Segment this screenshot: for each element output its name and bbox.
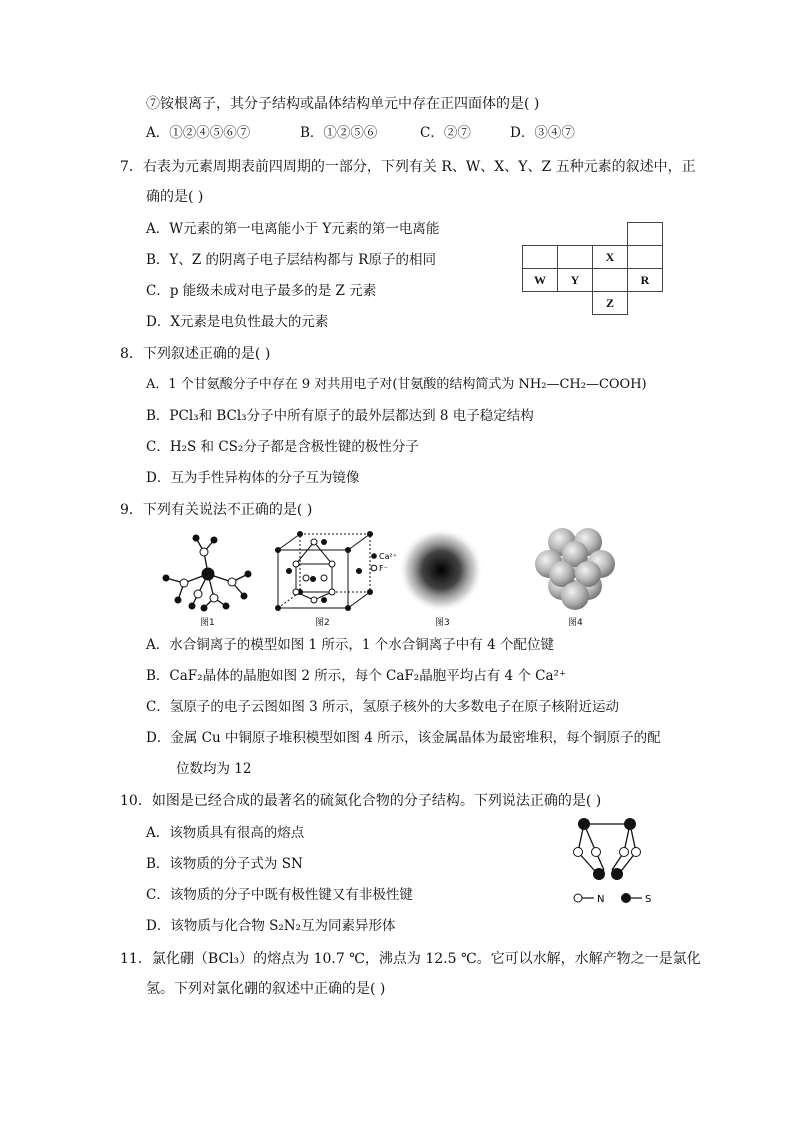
figure-1-hydrated-copper-ion: [158, 528, 258, 628]
q7-option-b: B．Y、Z 的阴离子电子层结构都与 R原子的相同: [146, 252, 436, 268]
q6-option-d: D．③④⑦: [510, 125, 575, 141]
cell-x: X: [593, 246, 628, 269]
q8-stem: 8．下列叙述正确的是( ): [120, 346, 271, 362]
q7-option-d: D．X元素是电负性最大的元素: [146, 314, 329, 330]
figure-2-caf2-cell: [272, 528, 402, 618]
q8-option-a: A．1 个甘氨酸分子中存在 9 对共用电子对(甘氨酸的结构简式为 NH₂—CH₂—COOH): [146, 377, 647, 392]
cell-z: Z: [593, 292, 628, 315]
q7-stem-cont: 确的是( ): [146, 189, 204, 205]
cell-y: Y: [558, 269, 593, 292]
figure-4-label: 图4: [568, 618, 583, 628]
q7-option-a: A．W元素的第一电离能小于 Y元素的第一电离能: [146, 221, 440, 237]
legend-n-label: N: [597, 894, 605, 905]
q10-option-a: A．该物质具有很高的熔点: [146, 825, 305, 841]
legend-ca-label: Ca²⁺: [379, 552, 397, 561]
figure-3-electron-cloud: [398, 528, 484, 614]
q9-stem: 9．下列有关说法不正确的是( ): [120, 502, 313, 518]
figure-s4n4-structure: [568, 814, 678, 910]
q10-option-b: B．该物质的分子式为 SN: [146, 856, 303, 872]
q6-option-a: A．①②④⑤⑥⑦: [146, 125, 251, 141]
q9-option-d-cont: 位数均为 12: [176, 761, 252, 777]
figure-3-label: 图3: [435, 618, 450, 628]
q8-option-b: B．PCl₃和 BCl₃分子中所有原子的最外层都达到 8 电子稳定结构: [146, 408, 534, 424]
q10-stem: 10．如图是已经合成的最著名的硫氮化合物的分子结构。下列说法正确的是( ): [120, 793, 602, 809]
q10-option-d: D．该物质与化合物 S₂N₂互为同素异形体: [146, 918, 396, 934]
figure-2-label: 图2: [315, 618, 330, 628]
cell-w: W: [523, 269, 558, 292]
q6-option-c: C．②⑦: [420, 125, 471, 141]
periodic-table-fragment: [522, 222, 663, 315]
cell-r: R: [628, 269, 663, 292]
q9-option-d: D．金属 Cu 中铜原子堆积模型如图 4 所示，该金属晶体为最密堆积，每个铜原子的配: [146, 730, 661, 746]
q6-continuation: ⑦铵根离子，其分子结构或晶体结构单元中存在正四面体的是( ): [146, 96, 540, 112]
q9-option-b: B．CaF₂晶体的晶胞如图 2 所示，每个 CaF₂晶胞平均占有 4 个 Ca²⁺: [146, 668, 567, 684]
q7-stem: 7．右表为元素周期表前四周期的一部分，下列有关 R、W、X、Y、Z 五种元素的叙述中，正: [120, 159, 696, 175]
q11-stem-cont: 氢。下列对氯化硼的叙述中正确的是( ): [146, 981, 386, 997]
figure-4-close-packing: [530, 526, 620, 612]
q6-option-b: B．①②⑤⑥: [300, 125, 378, 141]
q9-option-c: C．氢原子的电子云图如图 3 所示，氢原子核外的大多数电子在原子核附近运动: [146, 699, 619, 715]
q9-option-a: A．水合铜离子的模型如图 1 所示，1 个水合铜离子中有 4 个配位键: [146, 637, 554, 653]
legend-s-label: S: [645, 894, 652, 905]
figure-1-label: 图1: [200, 618, 215, 628]
q8-option-d: D．互为手性异构体的分子互为镜像: [146, 470, 360, 486]
q11-stem: 11．氯化硼（BCl₃）的熔点为 10.7 ℃，沸点为 12.5 ℃。它可以水解，水解产物之一是氯化: [120, 951, 701, 967]
legend-f-label: F⁻: [379, 564, 388, 573]
q7-option-c: C．p 能级未成对电子最多的是 Z 元素: [146, 283, 377, 299]
q10-option-c: C．该物质的分子中既有极性键又有非极性键: [146, 887, 413, 903]
q8-option-c: C．H₂S 和 CS₂分子都是含极性键的极性分子: [146, 439, 419, 455]
